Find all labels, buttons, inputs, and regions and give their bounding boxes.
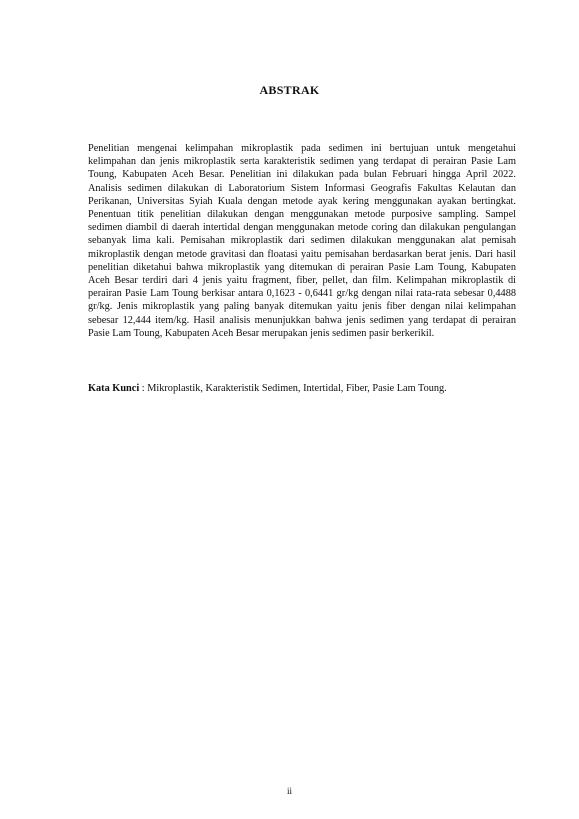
keywords-text: : Mikroplastik, Karakteristik Sedimen, Intertidal, Fiber, Pasie Lam Toung. xyxy=(139,383,447,394)
abstract-paragraph: Penelitian mengenai kelimpahan mikroplastik pada sedimen ini bertujuan untuk mengetahui kelimpahan dan jenis mikroplastik serta karakteristik sedimen yang terdapat di perairan Pasie Lam Toung, Kabupaten Aceh Besar. Penelitian ini dilakukan pada bulan Februari hingga April 2022. Analisis sedimen dilakukan di Laboratorium Sistem Informasi Geografis Fakultas Kelautan dan Perikanan, Universitas Syiah Kuala dengan metode ayak kering menggunakan ayakan bertingkat. Penentuan titik penelitian dilakukan dengan menggunakan metode purposive sampling. Sampel sedimen diambil di daerah intertidal dengan menggunakan metode coring dan dilakukan pengulangan sebanyak lima kali. Pemisahan mikroplastik dari sedimen dilakukan menggunakan alat pemisah mikroplastik dengan metode gravitasi dan floatasi yaitu pemisahan berdasarkan berat jenis. Dari hasil penelitian diketahui bahwa mikroplastik yang ditemukan di perairan Pasie Lam Toung, Kabupaten Aceh Besar terdiri dari 4 jenis yaitu fragment, fiber, pellet, dan film. Kelimpahan mikroplastik di perairan Pasie Lam Toung berkisar antara 0,1623 - 0,6441 gr/kg dengan nilai rata-rata sebesar 0,4488 gr/kg. Jenis mikroplastik yang paling banyak ditemukan yaitu jenis fiber dengan nilai kelimpahan sebesar 12,444 item/kg. Hasil analisis menunjukkan bahwa jenis sedimen yang terdapat di perairan Pasie Lam Toung, Kabupaten Aceh Besar merupakan jenis sedimen pasir berkerikil. xyxy=(88,143,516,339)
page-number: ii xyxy=(286,786,292,796)
page-title: ABSTRAK xyxy=(259,83,320,97)
keywords-line xyxy=(88,382,516,395)
keywords-label: Kata Kunci xyxy=(88,383,140,394)
